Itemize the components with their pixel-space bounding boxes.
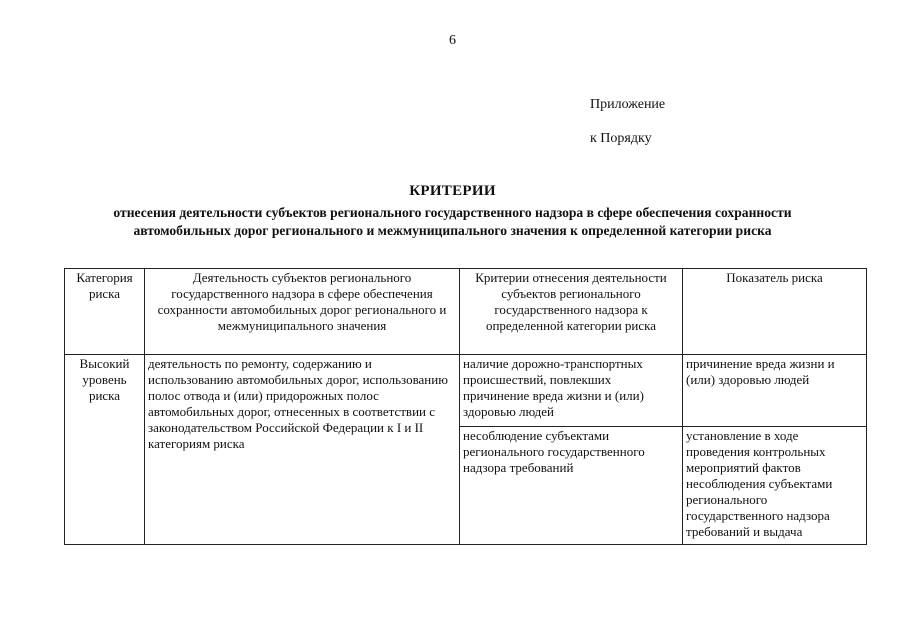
document-subtitle xyxy=(60,204,845,240)
table-header-row xyxy=(65,269,867,355)
appendix-reference: к Порядку xyxy=(590,131,652,146)
document-title: КРИТЕРИИ xyxy=(409,183,496,199)
indicator-cell: установление в ходе проведения контрольных мероприятий фактов несоблюдения субъектами регионального государственного надзора требований и выдача xyxy=(683,427,867,545)
table-row xyxy=(65,355,867,427)
indicator-cell: причинение вреда жизни и (или) здоровью людей xyxy=(683,355,867,427)
criteria-table xyxy=(64,268,867,545)
header-indicator: Показатель риска xyxy=(683,269,867,355)
risk-category-cell: Высокий уровень риска xyxy=(65,355,145,545)
subtitle-line-2: автомобильных дорог регионального и межмуниципального значения к определенной категории риска xyxy=(133,223,772,238)
subtitle-line-1: отнесения деятельности субъектов регионального государственного надзора в сфере обеспечения сохранности xyxy=(113,205,792,220)
appendix-label: Приложение xyxy=(590,97,666,112)
criteria-cell: наличие дорожно-транспортных происшествий, повлекших причинение вреда жизни и (или) здоровью людей xyxy=(460,355,683,427)
header-category: Категория риска xyxy=(65,269,145,355)
header-criteria: Критерии отнесения деятельности субъектов регионального государственного надзора к определенной категории риска xyxy=(460,269,683,355)
activity-cell: деятельность по ремонту, содержанию и использованию автомобильных дорог, использованию полос отвода и (или) придорожных полос автомобильных дорог, отнесенных в соответствии с законодательством Российской Федерации к I и II категориям риска xyxy=(145,355,460,545)
criteria-cell: несоблюдение субъектами регионального государственного надзора требований xyxy=(460,427,683,545)
page-number: 6 xyxy=(449,33,456,48)
header-activity: Деятельность субъектов регионального государственного надзора в сфере обеспечения сохранности автомобильных дорог регионального и межмуниципального значения xyxy=(145,269,460,355)
